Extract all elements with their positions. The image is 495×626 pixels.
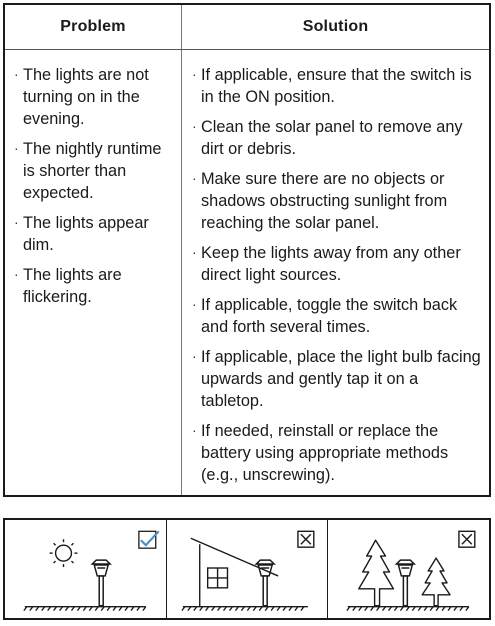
check-icon: [139, 531, 159, 548]
solar-light-icon: [256, 560, 274, 606]
solution-list: [192, 64, 481, 486]
panel-open-sun: [5, 520, 166, 618]
solar-light-icon: [397, 560, 415, 606]
solution-item: · If applicable, toggle the switch back and forth several times.: [192, 294, 481, 338]
problem-cell: [5, 50, 182, 495]
troubleshooting-table: [3, 3, 491, 497]
table-header-row: [5, 5, 489, 50]
placement-illustrations: [3, 518, 491, 620]
ground-icon: [182, 607, 308, 611]
sun-icon: [50, 539, 78, 567]
solution-item: · If applicable, place the light bulb facing upwards and gently tap it on a tabletop.: [192, 346, 481, 412]
panel-under-trees: [327, 520, 489, 618]
problem-list: [14, 64, 175, 308]
problem-item: · The lights are not turning on in the evening.: [14, 64, 175, 130]
under-trees-illustration: [328, 520, 489, 618]
problem-item: · The lights are flickering.: [14, 264, 175, 308]
ground-icon: [347, 607, 469, 611]
solar-light-icon: [92, 560, 110, 606]
solution-item: · If needed, reinstall or replace the battery using appropriate methods (e.g., unscrewing).: [192, 420, 481, 486]
cross-icon: [298, 531, 314, 547]
solution-item: · Keep the lights away from any other direct light sources.: [192, 242, 481, 286]
header-problem: Problem: [5, 5, 182, 49]
panel-under-roof: [166, 520, 328, 618]
problem-item: · The lights appear dim.: [14, 212, 175, 256]
tree-icon: [359, 540, 394, 605]
header-solution: Solution: [302, 18, 369, 35]
tree-icon: [423, 558, 451, 606]
under-roof-illustration: [167, 520, 328, 618]
ground-icon: [24, 607, 146, 611]
table-body-row: [5, 50, 489, 495]
problem-item: · The nightly runtime is shorter than expected.: [14, 138, 175, 204]
cross-icon: [459, 531, 475, 547]
solution-item: · Make sure there are no objects or shadows obstructing sunlight from reaching the solar panel.: [192, 168, 481, 234]
roof-icon: [190, 538, 277, 606]
solution-cell: [182, 50, 489, 495]
solution-item: · If applicable, ensure that the switch is in the ON position.: [192, 64, 481, 108]
open-sun-illustration: [5, 520, 166, 618]
solution-item: · Clean the solar panel to remove any dirt or debris.: [192, 116, 481, 160]
window-icon: [207, 568, 227, 588]
